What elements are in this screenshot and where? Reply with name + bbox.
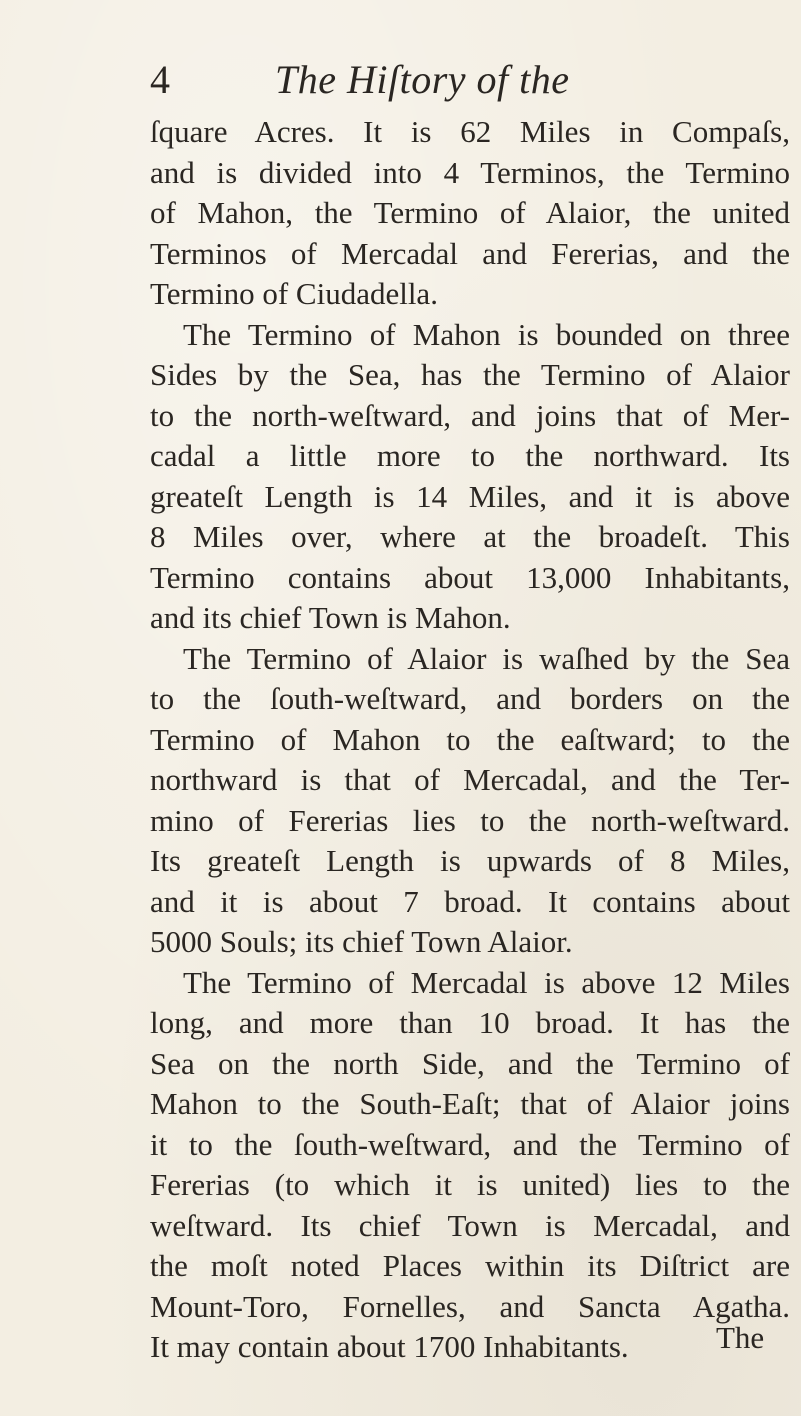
text-line: mino of Fererias lies to the north-weſtward.: [150, 802, 790, 838]
text-line: Its greateſt Length is upwards of 8 Miles,: [150, 843, 790, 878]
text-line: the moſt noted Places within its Diſtrict are: [150, 1248, 790, 1283]
running-title: The Hiſtory of the: [275, 57, 570, 102]
text-line: The Termino of Mahon is bounded on three: [183, 316, 790, 352]
body-text: [150, 112, 790, 1368]
text-line: and it is about 7 broad. It contains about: [150, 883, 790, 919]
text-line: 5000 Souls; its chief Town Alaior.: [150, 924, 573, 959]
text-line: Termino contains about 13,000 Inhabitants,: [150, 559, 790, 595]
text-line: and its chief Town is Mahon.: [150, 600, 511, 635]
text-line: Termino of Mahon to the eaſtward; to the: [150, 721, 790, 757]
text-line: Termino of Ciudadella.: [150, 276, 438, 311]
text-line: 8 Miles over, where at the broadeſt. This: [150, 519, 790, 554]
text-line: ſquare Acres. It is 62 Miles in Compaſs,: [150, 114, 790, 149]
text-line: Sides by the Sea, has the Termino of Alaior: [150, 357, 790, 392]
text-line: long, and more than 10 broad. It has the: [150, 1005, 790, 1040]
text-line: Sea on the north Side, and the Termino of: [150, 1045, 790, 1081]
text-line: Fererias (to which it is united) lies to the: [150, 1167, 790, 1202]
catchword: The: [716, 1320, 765, 1355]
text-line: and is divided into 4 Terminos, the Termino: [150, 154, 790, 190]
page-number: 4: [150, 57, 170, 102]
text-line: northward is that of Mercadal, and the Ter-: [150, 762, 790, 797]
text-line: It may contain about 1700 Inhabitants.: [150, 1329, 629, 1364]
text-line: weſtward. Its chief Town is Mercadal, and: [150, 1207, 790, 1243]
page-header: [0, 50, 801, 110]
text-line: Terminos of Mercadal and Fererias, and the: [150, 235, 790, 271]
text-line: The Termino of Mercadal is above 12 Miles: [183, 964, 790, 1000]
text-line: it to the ſouth-weſtward, and the Termino of: [150, 1126, 790, 1162]
text-line: cadal a little more to the northward. Its: [150, 438, 790, 473]
text-line: Mahon to the South-Eaſt; that of Alaior joins: [150, 1086, 790, 1121]
text-line: to the ſouth-weſtward, and borders on the: [150, 681, 790, 716]
text-line: of Mahon, the Termino of Alaior, the united: [150, 195, 790, 230]
text-line: greateſt Length is 14 Miles, and it is above: [150, 478, 790, 514]
text-line: Mount-Toro, Fornelles, and Sancta Agatha.: [150, 1288, 790, 1324]
text-line: The Termino of Alaior is waſhed by the Sea: [183, 640, 790, 676]
text-line: to the north-weſtward, and joins that of Mer-: [150, 397, 790, 433]
